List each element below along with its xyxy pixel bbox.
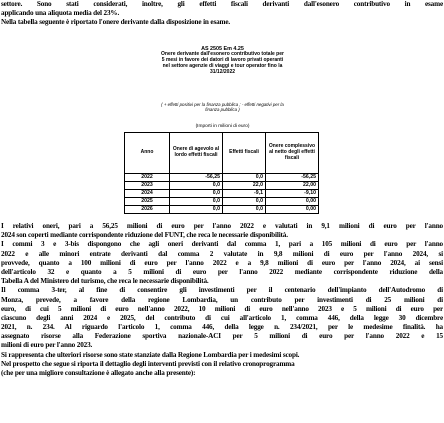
body-line: Nel prospetto che segue si riporta il dettaglio degli interventi previsti con il relativo cronoprogramma [1,359,295,368]
header-effetti-fiscali: Effetti fiscali [223,133,266,174]
table-row [125,182,319,190]
table-row [125,206,319,214]
header-anno: Anno [125,133,170,174]
table-subtitle-line: 5 mesi in favore dei datori di lavoro privati operanti [161,57,284,64]
table-unit-label: (Importi in milioni di euro) [195,124,250,129]
cell-value: 0,0 [170,182,223,190]
cell-value: -56,25 [170,174,223,182]
body-line: I relativi oneri, pari a 56,25 milioni di euro per l'anno 2022 e valutati in 9,1 milioni di euro per l'anno [1,222,443,230]
cell-value: 0,0 [170,198,223,206]
body-line: provvede, quanto a 100 milioni di euro per l'anno 2022 e a 9,8 milioni di euro per l'anno 2024, ai sensi [1,258,443,267]
table-note-line: finanza pubblica ) [205,107,240,113]
body-line: 2022 e alle minori entrate derivanti dal comma 2 valutate in 9,8 milioni di euro per l'anno 2024, si [1,249,443,258]
cell-value: 0,00 [266,198,319,206]
cell-value: -9,1 [223,190,266,198]
cell-value: -9,10 [266,190,319,198]
body-line: milioni di euro per l'anno 2023. [1,341,93,350]
intro-line: applicando una aliquota media del 23%. [1,9,120,18]
body-line: euro, di cui 5 milioni di euro nell'anno 2022, 10 milioni di euro nell'anno 2023 e 5 milioni di euro per [1,304,443,313]
cell-year: 2024 [125,190,170,198]
table-heading [120,46,325,75]
table-row [125,198,319,206]
cell-value: 22,0 [223,182,266,190]
table-title: AS 2505 Em 4.25 [201,46,244,52]
table-header-row [125,133,319,174]
header-onere-netto: Onere complessivo al netto degli effetti fiscali [266,133,319,174]
body-paragraphs [1,222,443,378]
intro-line: Nella tabella seguente è riportato l'onere derivante dalla disposizione in esame. [1,18,231,27]
table-note [120,102,325,112]
cell-value: 22,00 [266,182,319,190]
body-line: assegnato risorse alla Federazione sportiva nazionale-ACI per 5 milioni di euro per l'anno 2022 e 15 [1,332,443,341]
table-row [125,174,319,182]
body-line: I commi 3 e 3-bis dispongono che agli oneri derivanti dal comma 1, pari a 105 milioni di euro per l'anno [1,240,443,249]
table-subtitle-line: 31/12/2022 [209,68,236,75]
data-table [124,132,319,214]
table-row [125,190,319,198]
cell-value: 0,0 [170,206,223,214]
cell-value: 0,0 [223,198,266,206]
cell-year: 2022 [125,174,170,182]
body-line: Monza, prevede, a favore della regione Lombardia, un contributo per investimenti di 25 milioni di [1,295,443,304]
body-line: Tabella A del Ministero del turismo, che reca le necessarie disponibilità. [1,277,209,286]
table-note-line: ( + effetti positivi per la finanza pubblica ; - effetti negativi per la [161,102,284,107]
table-subtitle-line: nel settore agenzie di viaggi e tour operator fino la [162,62,283,69]
cell-value: 0,0 [223,206,266,214]
cell-value: 0,0 [223,174,266,182]
body-line: dell'articolo 32 e quanto a 5 milioni di euro per l'anno 2022 mediante corrispondente riduzione della [1,267,443,276]
cell-value: -56,25 [266,174,319,182]
table-unit [120,124,325,130]
intro-paragraph [1,0,443,28]
intro-line: settore. Sono stati considerati, inoltre, gli effetti fiscali derivanti dall'esonero contributivo in esame [1,0,443,8]
cell-year: 2023 [125,182,170,190]
body-line: ciascuno degli anni 2024 e 2025, del contributo di cui all'articolo 1, comma 446, della legge 30 dicembre [1,313,443,322]
body-line: 2021, n. 234. Al riguardo l'articolo 1, comma 446, della legge n. 234/2021, per le medesime finalità. ha [1,323,443,332]
cell-year: 2025 [125,198,170,206]
cell-year: 2026 [125,206,170,214]
header-onere-lordo: Onere di agevolo al lordo effetti fiscali [170,133,223,174]
body-line: Il comma 3-ter, al fine di consentire gli investimenti per il centenario dell'impianto dell'Autodromo di [1,286,443,295]
cell-value: 0,0 [170,190,223,198]
body-line: Si rappresenta che ulteriori risorse sono state stanziate dalla Regione Lombardia per i medesimi scopi. [1,350,300,359]
body-line: (che per una migliore consultazione è allegato anche alla presente): [1,369,196,378]
table-subtitle-line: Onere derivante dall'esonero contributivo totale per [161,51,284,58]
body-line: 2024 son coperti mediante corrispondente riduzione del FUNT, che reca le necessarie disponibilità. [1,231,288,240]
cell-value: 0,00 [266,206,319,214]
